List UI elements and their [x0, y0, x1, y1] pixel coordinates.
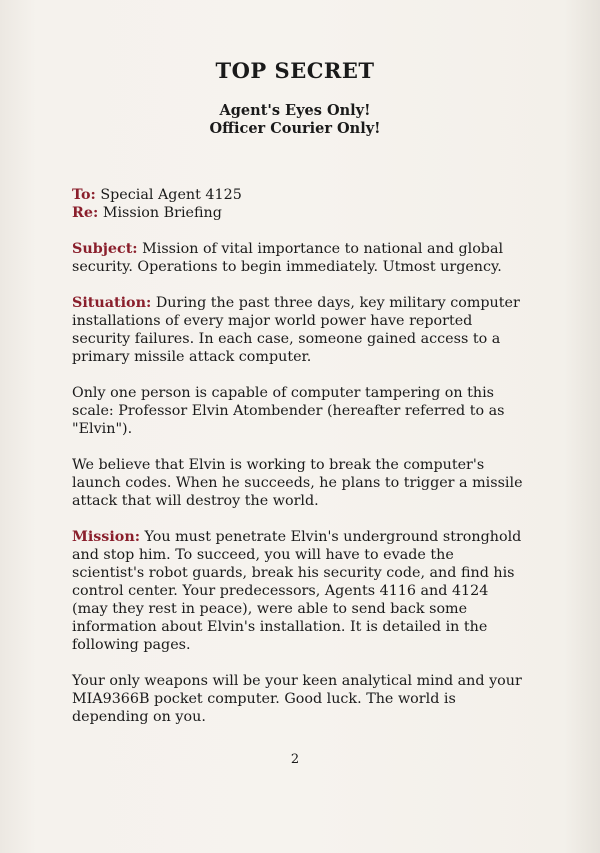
subject-label: Subject: [72, 241, 138, 257]
situation-paragraph [72, 294, 527, 366]
classification-subtitle [0, 102, 590, 138]
closing-paragraph: Your only weapons will be your keen analytical mind and your MIA9366B pocket computer. Good luck. The world is depending on you. [72, 673, 522, 725]
page-number: 2 [290, 752, 300, 767]
mission-paragraph [72, 528, 527, 654]
mission-label: Mission: [72, 529, 140, 545]
body-paragraph: Only one person is capable of computer tampering on this scale: Professor Elvin Atombender (hereafter referred to as "Elvin"). [72, 385, 505, 437]
subject-text: Mission of vital importance to national and global security. Operations to begin immediately. Utmost urgency. [72, 241, 504, 275]
subtitle-line-1: Agent's Eyes Only! [219, 102, 371, 119]
page-title: TOP SECRET [215, 58, 375, 83]
re-line [72, 204, 527, 222]
to-value: Special Agent 4125 [100, 187, 242, 203]
briefing-body [72, 186, 527, 744]
situation-text: During the past three days, key military computer installations of every major world power have reported security failures. In each case, someone gained access to a primary missile attack computer. [72, 295, 520, 365]
mission-text: You must penetrate Elvin's underground stronghold and stop him. To succeed, you will have to evade the scientist's robot guards, break his security code, and find his control center. Your predecessors, Agents 4116 and 4124 (may they rest in peace), were able to send back some information about Elvin's installation. It is detailed in the following pages. [72, 529, 522, 653]
subtitle-line-2: Officer Courier Only! [209, 120, 381, 137]
to-line [72, 186, 527, 204]
to-label: To: [72, 187, 96, 203]
re-label: Re: [72, 205, 99, 221]
body-paragraph: We believe that Elvin is working to break the computer's launch codes. When he succeeds, he plans to trigger a missile attack that will destroy the world. [72, 457, 523, 509]
subject-paragraph [72, 240, 527, 276]
memo-header [72, 186, 527, 222]
re-value: Mission Briefing [102, 205, 222, 221]
situation-label: Situation: [72, 295, 152, 311]
